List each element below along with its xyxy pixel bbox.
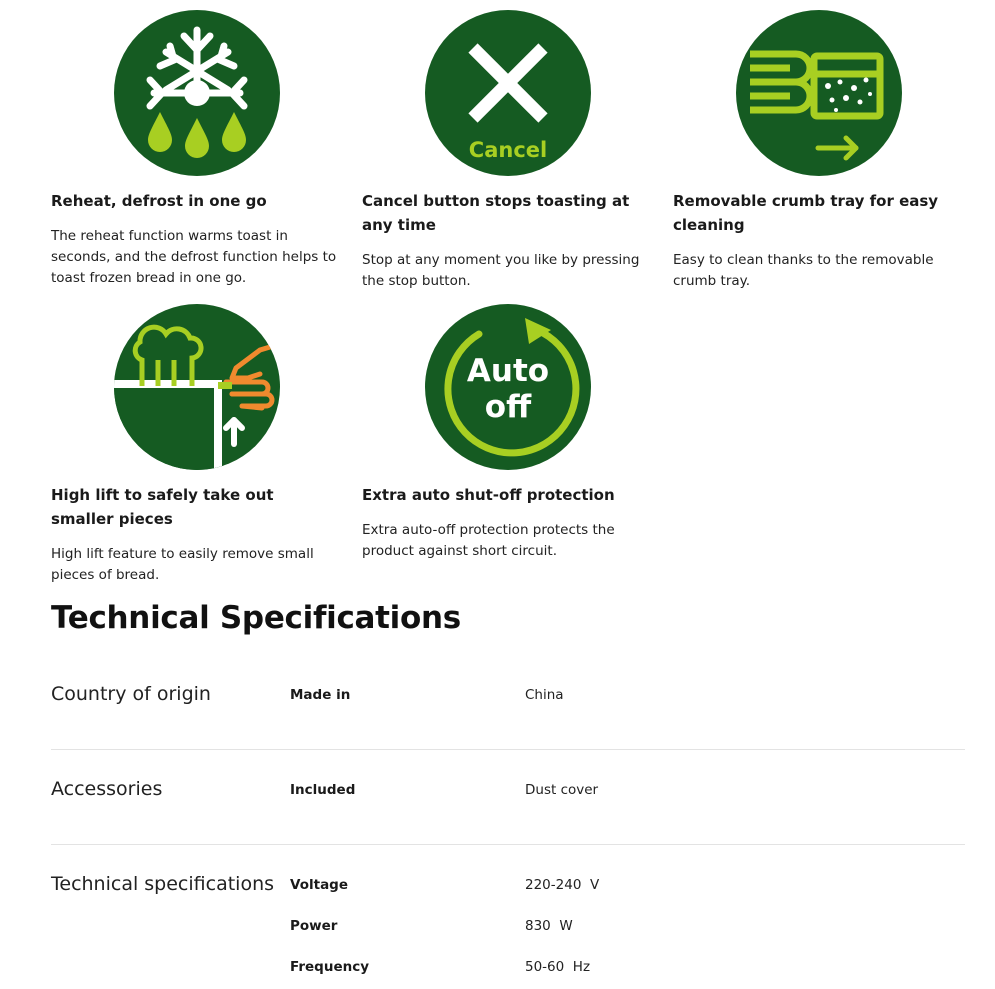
- cancel-icon-label: Cancel: [468, 138, 548, 162]
- spec-value: 220-240 V: [525, 877, 600, 893]
- spec-value: Dust cover: [525, 782, 599, 798]
- spec-group-label: Technical specifications: [51, 873, 275, 895]
- spec-group-label: Accessories: [51, 778, 163, 800]
- auto-off-label-line2: off: [484, 389, 532, 425]
- spec-group-technical-specifications: [51, 873, 965, 983]
- spec-divider: [51, 749, 965, 750]
- feature-title: High lift to safely take out smaller pieces: [51, 486, 274, 528]
- feature-description: High lift feature to easily remove small pieces of bread.: [51, 546, 314, 583]
- spec-group-label: Country of origin: [51, 683, 211, 705]
- spec-key: Made in: [290, 687, 351, 703]
- specs-heading: Technical Specifications: [51, 600, 461, 636]
- crumb-tray-icon: [736, 10, 902, 176]
- spec-key: Power: [290, 918, 338, 934]
- spec-value: 50-60 Hz: [525, 959, 591, 975]
- feature-title: Cancel button stops toasting at any time: [362, 192, 630, 234]
- spec-row: [51, 877, 965, 899]
- feature-title: Extra auto shut-off protection: [362, 486, 615, 504]
- feature-title: Removable crumb tray for easy cleaning: [673, 192, 939, 234]
- auto-off-icon: [425, 304, 591, 470]
- spec-row: [51, 782, 965, 804]
- high-lift-icon: [114, 304, 280, 470]
- auto-off-label-line1: Auto: [466, 353, 550, 389]
- spec-key: Frequency: [290, 959, 370, 975]
- feature-description: Stop at any moment you like by pressing the stop button.: [362, 252, 640, 289]
- spec-group-country-of-origin: [51, 683, 965, 723]
- spec-group-accessories: [51, 778, 965, 818]
- spec-key: Voltage: [290, 877, 348, 893]
- spec-key: Included: [290, 782, 356, 798]
- feature-description: Extra auto-off protection protects the product against short circuit.: [362, 522, 615, 559]
- cancel-x-icon: [425, 10, 591, 176]
- spec-value: China: [525, 687, 564, 703]
- spec-row: [51, 959, 965, 981]
- snowflake-drops-icon: [114, 10, 280, 176]
- feature-title: Reheat, defrost in one go: [51, 192, 267, 210]
- spec-divider: [51, 844, 965, 845]
- spec-row: [51, 687, 965, 709]
- feature-description: Easy to clean thanks to the removable crumb tray.: [673, 252, 934, 289]
- feature-description: The reheat function warms toast in seconds, and the defrost function helps to toast frozen bread in one go.: [51, 228, 337, 286]
- spec-value: 830 W: [525, 918, 573, 934]
- spec-row: [51, 918, 965, 940]
